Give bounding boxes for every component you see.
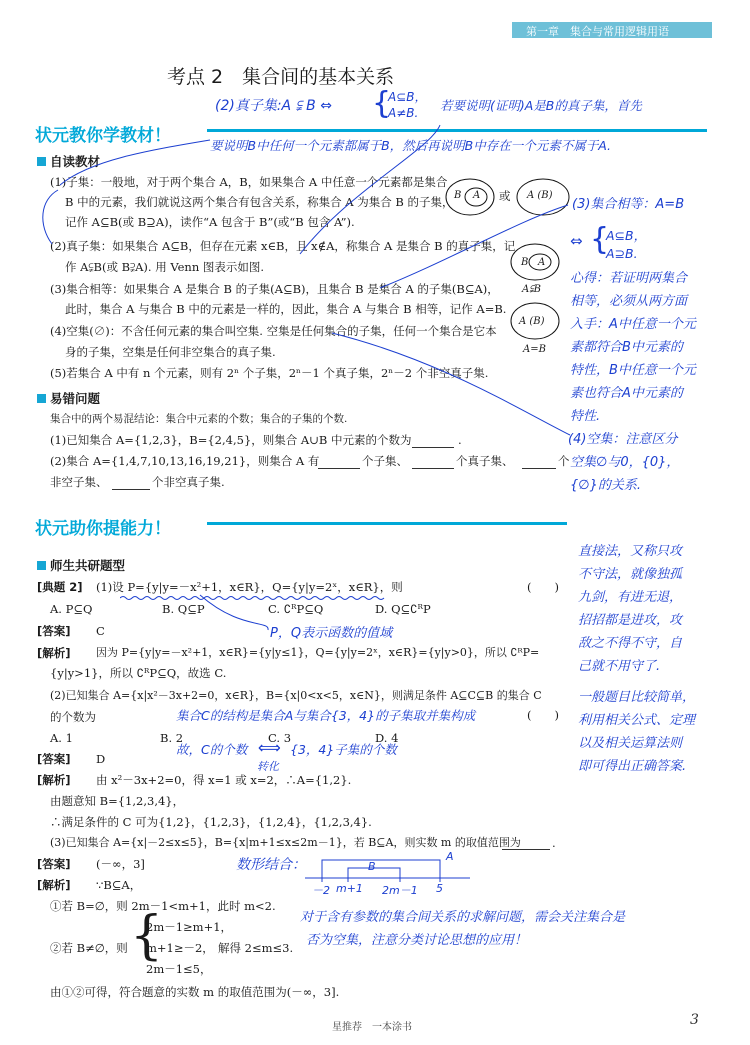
error-q2: (2)集合 A={1,4,7,10,13,16,19,21}，则集合 A 有 [50,454,320,468]
note-transform: 转化 [257,760,279,773]
analysis-label-2: [解析] [37,773,71,787]
chapter-title: 第一章 集合与常用逻辑用语 [526,25,669,38]
section-practice: 师生共研题型 [37,556,125,574]
numline-label: m+1 [336,882,363,895]
problem-q2-paren: ( ) [527,708,559,722]
note-direct-4: 招招都是进攻，攻 [578,613,683,628]
venn-label-a: A [473,190,481,201]
option-b: B. Q⊆P [162,602,205,616]
venn-caption-proper: A⫋B [522,284,541,295]
venn-label-ab: A (B) [527,190,553,201]
note-direct-5: 敌之不得不守，自 [578,636,683,651]
analysis-2c: ∴满足条件的 C 可为{1,2}，{1,2,3}，{1,2,4}，{1,2,3,4}. [50,815,372,829]
venn-or: 或 [499,189,511,203]
note-proof-1: 若要说明(证明)A是B的真子集，首先 [440,98,642,113]
banner-improve: 状元助你提能力！ [35,519,171,539]
venn-caption-equal: A=B [523,344,546,355]
note-direct-2: 不守法，就像独孤 [578,567,683,582]
note-direct-6: 己就不用守了. [578,659,661,674]
note-empty-3: {∅}的关系. [570,478,641,493]
problem-q3: (3)已知集合 A={x|－2≤x≤5}，B={x|m+1≤x≤2m－1}，若 B⊆A，则实数 m 的取值范围为 [50,836,521,849]
text-line: 身的子集，空集是任何非空集合的真子集. [65,345,276,359]
error-q2-part3: 个 [558,454,570,468]
answer-label-2: [答案] [37,752,71,766]
note-brace-1: { [372,86,392,121]
text-line: (2)真子集：如果集合 A⊆B，但存在元素 x∈B，且 x∉A，称集合 A 是集合 B 的真子集，记 [50,239,516,253]
analysis-1a: 因为 P={y|y=－x²+1，x∈R}={y|y≤1}，Q={y|y=2ˣ，x∈R}={y|y>0}，所以 ∁ᴿP= [96,646,540,659]
note-numline: 数形结合： [236,857,306,873]
answer-2: D [96,752,106,766]
text-line: B 中的元素，我们就说这两个集合有包含关系，称集合 A 为集合 B 的子集， [65,195,454,209]
section-self-read: 自读教材 [37,152,100,170]
blank-2[interactable] [318,468,360,469]
note-count: 故，C的个数 [176,742,248,757]
analysis-label-1: [解析] [37,646,71,660]
problem-q1-paren: ( ) [527,580,559,594]
answer-3: (－∞，3] [96,857,145,871]
blank-3[interactable] [412,468,454,469]
analysis-3d: 由①②可得，符合题意的实数 m 的取值范围为(－∞，3]. [50,985,340,999]
analysis-2a: 由 x²－3x+2=0，得 x=1 或 x=2，∴A={1,2}. [96,773,352,787]
venn-label-ab2: A (B) [519,316,545,327]
venn-label-b2: B [521,257,529,268]
numline-label: －2 [312,884,330,897]
note-insight-2: 相等，必须从两方面 [570,294,688,309]
blank-q3[interactable] [502,849,550,850]
note-brace-2: { [590,222,610,257]
numline-label: 5 [436,882,443,895]
section-errors: 易错问题 [37,389,100,407]
page-number: 3 [690,1012,699,1028]
note-param-2: 否为空集，注意分类讨论思想的应用！ [306,933,528,948]
note-insight-3: 入手：A中任意一个元 [570,317,696,332]
note-general-4: 即可得出正确答案. [578,759,687,774]
analysis-3c: ②若 B≠∅，则 [50,941,128,955]
note-general-2: 利用相关公式、定理 [578,713,696,728]
numline-label-a: A [446,850,454,863]
option2-d: D. 4 [375,731,399,745]
banner-line-2 [207,522,567,525]
text-line: (1)子集：一般地，对于两个集合 A，B，如果集合 A 中任意一个元素都是集合 [50,175,448,189]
blank-1[interactable] [412,447,454,448]
analysis-3a: ∵B⊆A， [96,878,142,892]
text-line: (5)若集合 A 中有 n 个元素，则有 2ⁿ 个子集，2ⁿ－1 个真子集，2ⁿ－2 个非空真子集. [50,366,489,380]
note-insight-5: 特性，B中任意一个元 [570,363,696,378]
note-cond-4: A⊇B. [606,246,638,261]
note-count-2: {3，4}子集的个数 [290,742,397,757]
note-direct-1: 直接法，又称只攻 [578,544,683,559]
text-line: (3)集合相等：如果集合 A 是集合 B 的子集(A⊆B)，且集合 B 是集合 A 的子集(B⊆A)， [50,282,499,296]
note-param-1: 对于含有参数的集合间关系的求解问题，需会关注集合是 [300,910,626,925]
system-eq-1: 2m－1≥m+1， [146,920,233,934]
option2-a: A. 1 [50,731,73,745]
analysis-label-3: [解析] [37,878,71,892]
note-range: P，Q表示函数的值域 [270,626,393,641]
problem-q2a: (2)已知集合 A={x|x²－3x+2=0，x∈R}，B={x|0<x<5，x∈N}，则满足条件 A⊆C⊆B 的集合 C [50,689,542,702]
note-empty-2: 空集∅与0，{0}， [570,455,680,470]
error-q1-end: . [458,433,462,447]
option-c: C. ∁ᴿP⊆Q [268,602,324,616]
text-line: 此时，集合 A 与集合 B 中的元素是一样的，因此，集合 A 与集合 B 相等，记作 A=B. [65,302,507,316]
note-set-equal: (3)集合相等：A=B [572,197,685,212]
note-iff-2: ⟺ [258,738,281,757]
note-insight-7: 特性. [570,409,601,424]
note-cond-3: A⊆B， [606,228,647,243]
option-d: D. Q⊆∁ᴿP [375,602,431,616]
error-intro: 集合中的两个易混结论：集合中元素的个数；集合的子集的个数. [50,413,348,425]
error-q1: (1)已知集合 A={1,2,3}，B={2,4,5}，则集合 A∪B 中元素的个数为 [50,433,412,447]
note-general-1: 一般题目比较简单， [578,690,696,705]
note-empty-1: (4)空集：注意区分 [568,432,678,447]
problem-q1: (1)设 P={y|y=－x²+1，x∈R}，Q={y|y=2ˣ，x∈R}，则 [96,580,403,594]
problem-q3-end: . [552,836,556,850]
note-cond-2: A≠B. [388,106,419,120]
error-q2-cont: 非空子集、 [50,475,108,489]
answer-label-3: [答案] [37,857,71,871]
system-eq-3: 2m－1≤5， [146,962,212,976]
analysis-1b: {y|y>1}，所以 ∁ᴿP⊆Q，故选 C. [50,666,227,680]
note-proof-2: 要说明B中任何一个元素都属于B，然后再说明B中存在一个元素不属于A. [210,138,611,153]
footer-brand: 星推荐 一本涂书 [332,1022,412,1033]
blank-4[interactable] [522,468,556,469]
option-a: A. P⊆Q [50,602,93,616]
note-direct-3: 九剑，有进无退， [578,590,683,605]
note-insight-6: 素也符合A中元素的 [570,386,683,401]
venn-label-a2: A [538,257,546,268]
banner-learn: 状元教你学教材！ [35,126,171,146]
numline-label-b: B [368,860,376,873]
error-q2-end: 个非空真子集. [152,475,225,489]
option2-b: B. 2 [160,731,184,745]
answer-label-1: [答案] [37,624,71,638]
note-iff: ⇔ [570,232,583,250]
answer-1: C [96,624,105,638]
note-proper-subset: (2)真子集:A ⫋ B ⇔ [215,98,332,114]
venn-label-b: B [454,190,462,201]
text-line: (4)空集(∅)：不含任何元素的集合叫空集. 空集是任何集合的子集，任何一个集合是它本 [50,324,497,338]
note-insight-4: 素都符合B中元素的 [570,340,683,355]
problem-q2b: 的个数为 [50,710,96,724]
error-q2-part2: 个真子集、 [456,454,514,468]
numline-label: 2m－1 [382,884,418,897]
system-solution: 解得 2≤m≤3. [218,941,294,955]
blank-5[interactable] [112,489,150,490]
note-insight-1: 心得：若证明两集合 [570,271,688,286]
problem-tag: [典题 2] [37,580,83,594]
wavy-underline [120,595,390,601]
analysis-3b: ①若 B=∅，则 2m－1<m+1，此时 m<2. [50,899,276,913]
note-structure: 集合C的结构是集合A与集合{3，4}的子集取并集构成 [176,708,476,723]
page-title: 考点 2 集合间的基本关系 [167,66,395,88]
note-cond-1: A⊆B， [388,90,427,104]
system-brace: { [130,906,164,966]
option2-c: C. 3 [268,731,292,745]
bracket-a [322,860,440,878]
text-line: 作 A⫋B(或 B⫌A). 用 Venn 图表示如图. [65,260,265,274]
note-general-3: 以及相关运算法则 [578,736,683,751]
system-eq-2: m+1≥－2， [146,941,214,955]
text-line: 记作 A⊆B(或 B⊇A)，读作“A 包含于 B”(或“B 包含 A”). [65,215,355,229]
analysis-2b: 由题意知 B={1,2,3,4}， [50,794,185,808]
error-q2-part1: 个子集、 [362,454,408,468]
